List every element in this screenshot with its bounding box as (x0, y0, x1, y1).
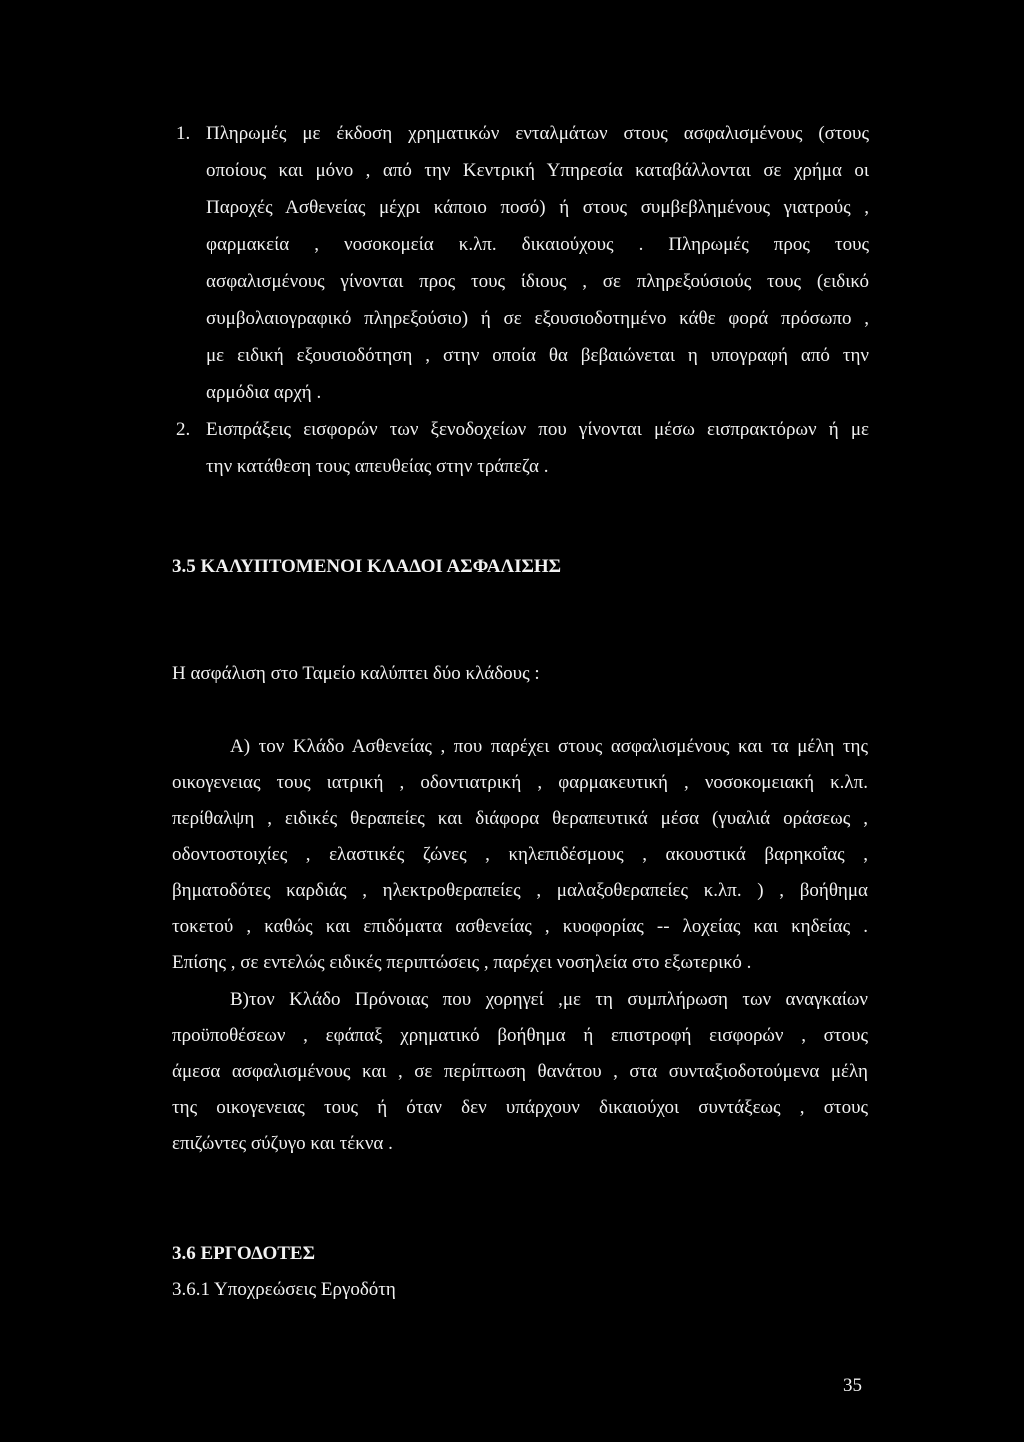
intro-paragraph: Η ασφάλιση στο Ταμείο καλύπτει δύο κλάδους : (172, 663, 540, 684)
subsection-heading-3-6-1: 3.6.1 Υποχρεώσεις Εργοδότη (172, 1279, 396, 1300)
branch-a-line-5: βηματοδότες καρδιάς , ηλεκτροθεραπείες , μαλαξοθεραπείες κ.λπ. ) , βοήθημα (172, 880, 868, 901)
list-item-1-line-2: οποίους και μόνο , από την Κεντρική Υπηρεσία καταβάλλονται σε χρήμα οι (206, 160, 869, 181)
list-item-1-line-8: αρμόδια αρχή . (206, 382, 322, 403)
list-item-2-line-2: την κατάθεση τους απευθείας στην τράπεζα . (206, 456, 549, 477)
branch-b-line-1: Β)τον Κλάδο Πρόνοιας που χορηγεί ,με τη συμπλήρωση των αναγκαίων (230, 989, 868, 1010)
branch-a-line-7: Επίσης , σε εντελώς ειδικές περιπτώσεις , παρέχει νοσηλεία στο εξωτερικό . (172, 952, 752, 973)
list-item-2-line-1: Εισπράξεις εισφορών των ξενοδοχείων που γίνονται μέσω εισπρακτόρων ή με (206, 419, 869, 440)
branch-b-line-2: προϋποθέσεων , εφάπαξ χρηματικό βοήθημα ή επιστροφή εισφορών , στους (172, 1025, 868, 1046)
branch-a-line-2: οικογενειας τους ιατρική , οδοντιατρική , φαρμακευτική , νοσοκομειακή κ.λπ. (172, 772, 868, 793)
section-heading-3-6: 3.6 ΕΡΓΟΔΟΤΕΣ (172, 1243, 316, 1264)
branch-b-line-5: επιζώντες σύζυγο και τέκνα . (172, 1133, 393, 1154)
section-heading-3-5: 3.5 ΚΑΛΥΠΤΟΜΕΝΟΙ ΚΛΑΔΟΙ ΑΣΦΑΛΙΣΗΣ (172, 556, 562, 577)
branch-b-line-3: άμεσα ασφαλισμένους και , σε περίπτωση θανάτου , στα συνταξιοδοτούμενα μέλη (172, 1061, 868, 1082)
branch-a-line-6: τοκετού , καθώς και επιδόματα ασθενείας , κυοφορίας -- λοχείας και κηδείας . (172, 916, 868, 937)
branch-b-line-4: της οικογενειας τους ή όταν δεν υπάρχουν δικαιούχοι συντάξεως , στους (172, 1097, 868, 1118)
list-item-1-line-5: ασφαλισμένους γίνονται προς τους ίδιους , σε πληρεξούσιούς τους (ειδικό (206, 271, 869, 292)
branch-a-line-1: Α) τον Κλάδο Ασθενείας , που παρέχει στους ασφαλισμένους και τα μέλη της (230, 736, 868, 757)
branch-a-line-4: οδοντοστοιχίες , ελαστικές ζώνες , κηλεπιδέσμους , ακουστικά βαρηκοΐας , (172, 844, 868, 865)
list-number-2: 2. (176, 419, 191, 440)
list-item-1-line-6: συμβολαιογραφικό πληρεξούσιο) ή σε εξουσιοδοτημένο κάθε φορά πρόσωπο , (206, 308, 869, 329)
list-item-1-line-3: Παροχές Ασθενείας μέχρι κάποιο ποσό) ή στους συμβεβλημένους γιατρούς , (206, 197, 869, 218)
branch-a-line-3: περίθαλψη , ειδικές θεραπείες και διάφορα θεραπευτικά μέσα (γυαλιά οράσεως , (172, 808, 868, 829)
page-number: 35 (843, 1375, 862, 1396)
list-item-1-line-4: φαρμακεία , νοσοκομεία κ.λπ. δικαιούχους . Πληρωμές προς τους (206, 234, 869, 255)
list-number-1: 1. (176, 123, 191, 144)
list-item-1-line-1: Πληρωμές με έκδοση χρηματικών ενταλμάτων στους ασφαλισμένους (στους (206, 123, 869, 144)
list-item-1-line-7: με ειδική εξουσιοδότηση , στην οποία θα βεβαιώνεται η υπογραφή από την (206, 345, 869, 366)
